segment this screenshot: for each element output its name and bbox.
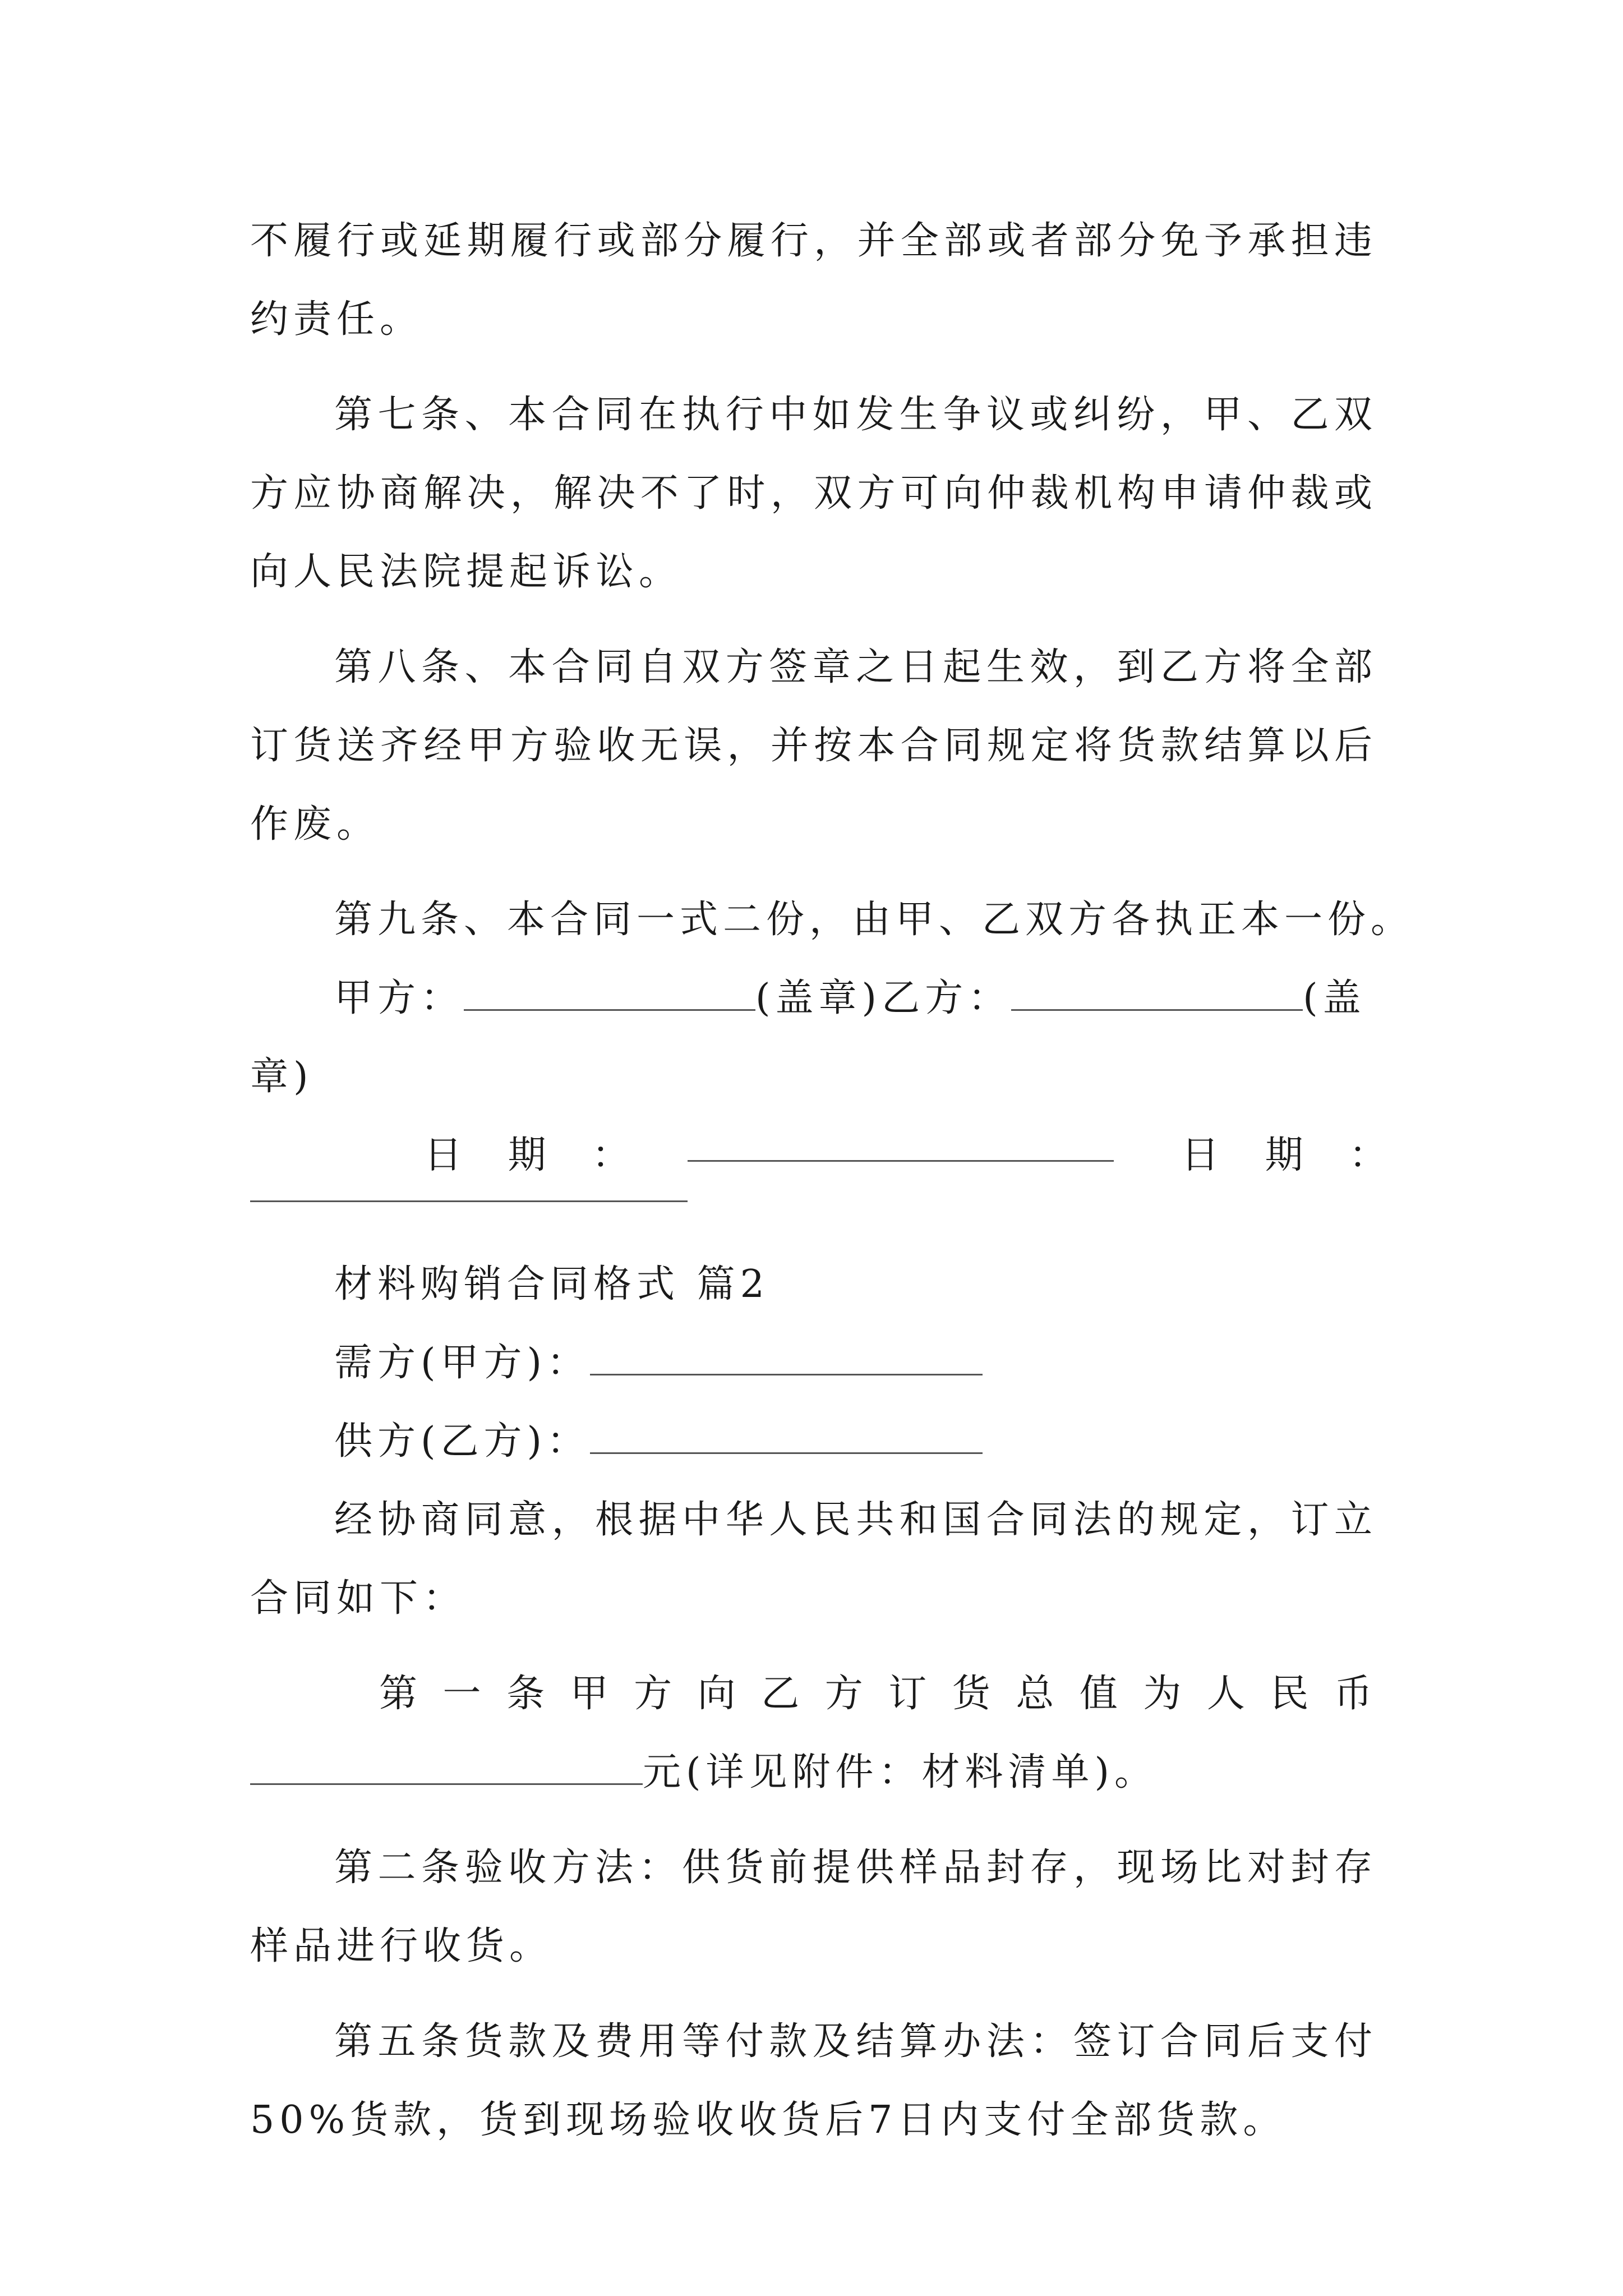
party-a-label: 甲方： — [334, 976, 464, 1020]
article-8-line: 订货送齐经甲方验收无误，并按本合同规定将货款结算以后 — [250, 724, 1377, 768]
intro-line: 合同如下： — [250, 1576, 467, 1621]
supplier-line — [250, 1402, 1377, 1481]
article-7-line: 第七条、本合同在执行中如发生争议或纠纷，甲、乙双 — [334, 393, 1377, 437]
intro-line: 经协商同意，根据中华人民共和国合同法的规定，订立 — [334, 1498, 1377, 1542]
party-a-blank[interactable] — [464, 978, 755, 1011]
article-1-line-2 — [250, 1733, 1377, 1812]
article-8-line: 作废。 — [250, 802, 380, 846]
article-7-line: 方应协商解决，解决不了时，双方可向仲裁机构申请仲裁或 — [250, 471, 1377, 516]
party-b-seal-start: (盖 — [1303, 976, 1366, 1020]
article-9-line: 第九条、本合同一式二份，由甲、乙双方各执正本一份。 — [334, 898, 1414, 942]
date-b-blank[interactable] — [250, 1200, 688, 1202]
buyer-label: 需方(甲方)： — [334, 1341, 591, 1385]
signature-line — [250, 959, 1377, 1038]
article-5-line: 50%货款，货到现场验收收货后7日内支付全部货款。 — [250, 2098, 1287, 2142]
supplier-label: 供方(乙方)： — [334, 1419, 591, 1464]
article-2-line: 样品进行收货。 — [250, 1924, 553, 1968]
paragraph-line: 约责任。 — [250, 297, 423, 342]
section-title: 材料购销合同格式 篇2 — [334, 1262, 769, 1306]
date-line — [250, 1116, 1404, 1200]
article-8-line: 第八条、本合同自双方签章之日起生效，到乙方将全部 — [334, 645, 1377, 689]
buyer-line — [250, 1324, 1377, 1402]
party-b-label: 乙方： — [882, 976, 1012, 1020]
paragraph-line: 不履行或延期履行或部分履行，并全部或者部分免予承担违 — [250, 219, 1377, 263]
date-b-label: 日 期 ： — [1181, 1133, 1404, 1177]
supplier-blank[interactable] — [590, 1421, 983, 1454]
buyer-blank[interactable] — [590, 1342, 983, 1375]
party-a-seal: (盖章) — [755, 976, 882, 1020]
party-b-blank[interactable] — [1011, 978, 1303, 1011]
article-1-line: 第 一 条 甲 方 向 乙 方 订 货 总 值 为 人 民 币 — [379, 1672, 1377, 1716]
article-1-cont: 元(详见附件：材料清单)。 — [643, 1750, 1158, 1795]
signature-line-cont: 章) — [250, 1055, 313, 1099]
article-5-line: 第五条货款及费用等付款及结算办法：签订合同后支付 — [334, 2019, 1377, 2064]
date-a-blank[interactable] — [688, 1160, 1114, 1162]
date-a-label: 日 期 ： — [424, 1133, 647, 1177]
document-body — [250, 202, 1414, 2160]
amount-blank[interactable] — [250, 1752, 643, 1785]
article-7-line: 向人民法院提起诉讼。 — [250, 550, 683, 594]
article-2-line: 第二条验收方法：供货前提供样品封存，现场比对封存 — [334, 1846, 1377, 1890]
date-b-blank-row — [250, 1200, 1377, 1245]
